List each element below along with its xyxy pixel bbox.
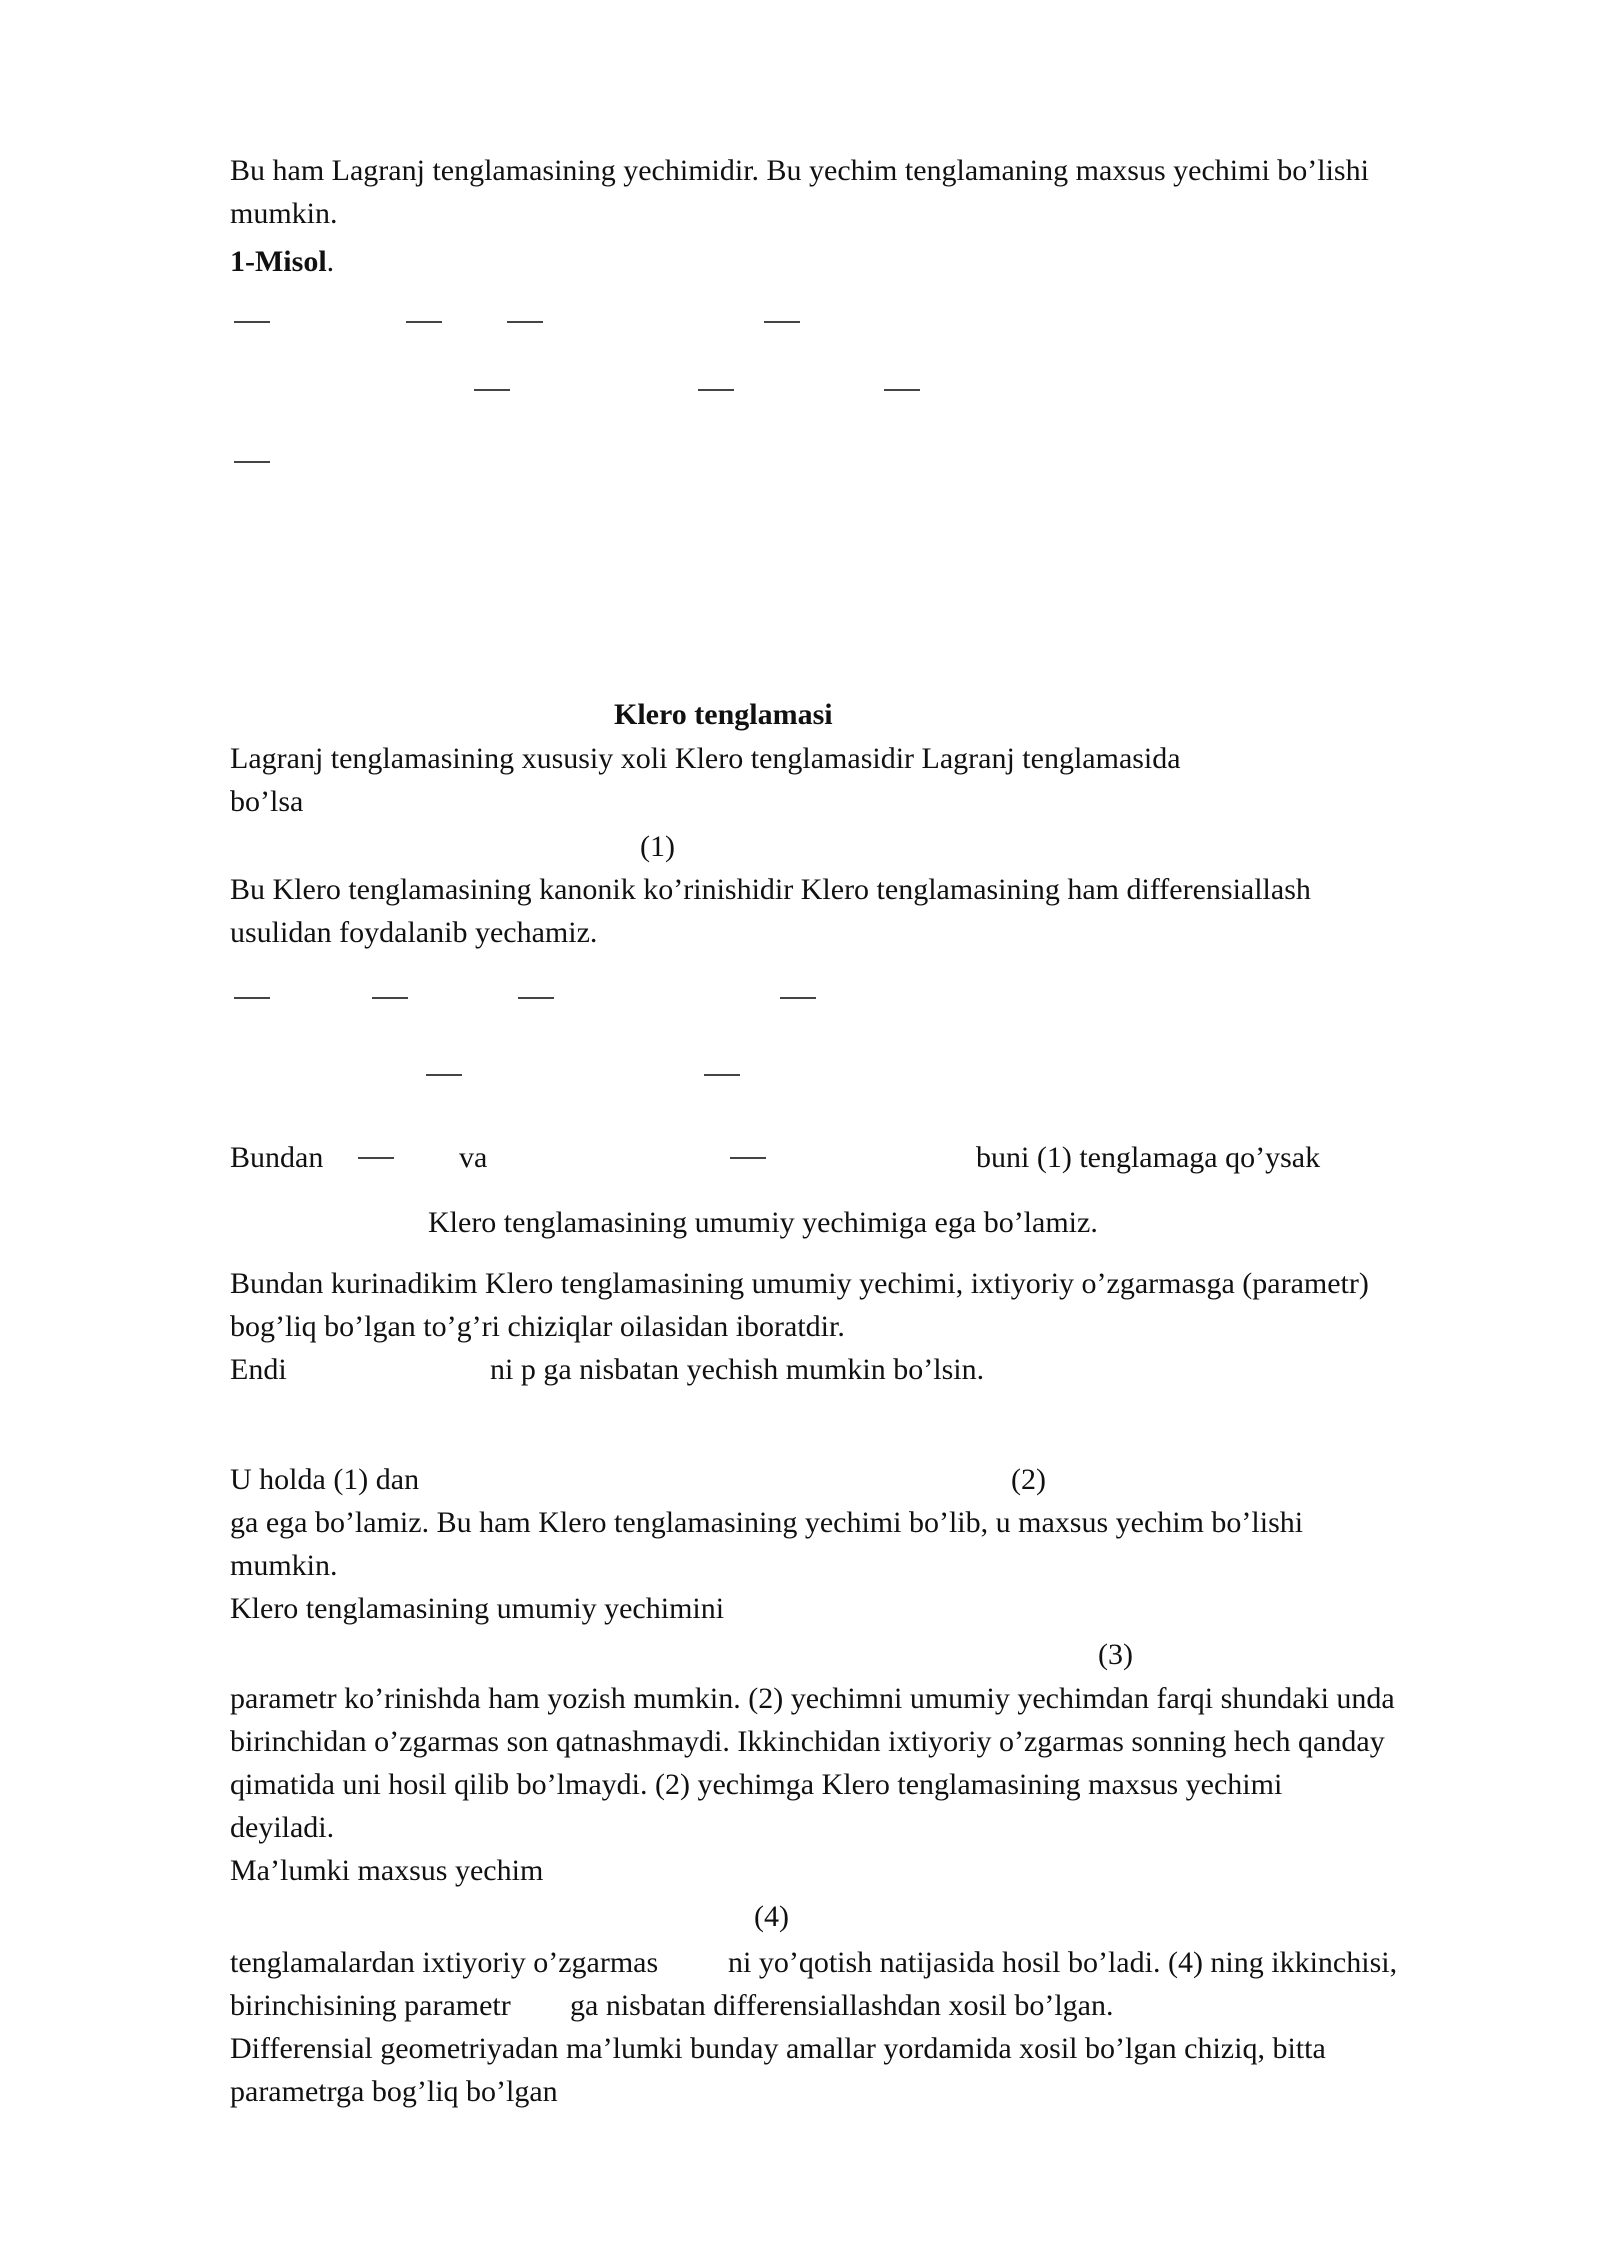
intro-line: mumkin. [230,197,338,230]
example-heading [230,245,334,279]
paragraph-line: birinchidan o’zgarmas son qatnashmaydi. Ikkinchidan ixtiyoriy o’zgarmas sonning hech qanday [230,1725,1385,1758]
paragraph-line: usulidan foydalanib yechamiz. [230,916,598,949]
fraction-bar [358,1157,394,1159]
fraction-bar [234,321,270,323]
paragraph-line: U holda (1) dan [230,1463,420,1496]
fraction-bar [372,997,408,999]
fraction-bar [698,389,734,391]
bundan-label: Bundan [230,1141,324,1174]
fraction-bar [764,321,800,323]
general-solution-text: Klero tenglamasining umumiy yechimiga ega bo’lamiz. [428,1206,1098,1239]
fraction-bar [234,997,270,999]
example-suffix: . [326,245,335,278]
endi-label: Endi [230,1353,287,1386]
paragraph-line: ni yo’qotish natijasida hosil bo’ladi. (4) ning ikkinchisi, [728,1946,1398,1979]
paragraph-line: Bundan kurinadikim Klero tenglamasining umumiy yechimi, ixtiyoriy o’zgarmasga (parametr) [230,1267,1369,1300]
paragraph-line: deyiladi. [230,1811,335,1844]
paragraph-line: bog’liq bo’lgan to’g’ri chiziqlar oilasidan iboratdir. [230,1310,845,1343]
paragraph-line: birinchisining parametr [230,1989,511,2022]
fraction-bar [426,1074,462,1076]
intro-line: Bu ham Lagranj tenglamasining yechimidir. Bu yechim tenglamaning maxsus yechimi bo’lishi [230,154,1369,187]
paragraph-line: tenglamalardan ixtiyoriy o’zgarmas [230,1946,659,1979]
paragraph-line: Klero tenglamasining umumiy yechimini [230,1592,725,1625]
paragraph-line: parametr ko’rinishda ham yozish mumkin. (2) yechimni umumiy yechimdan farqi shundaki unda [230,1682,1395,1715]
paragraph-line: bo’lsa [230,785,304,818]
paragraph-line: Differensial geometriyadan ma’lumki bunday amallar yordamida xosil bo’lgan chiziq, bitta [230,2032,1326,2065]
equation-number: (4) [754,1900,789,1933]
paragraph-line: Ma’lumki maxsus yechim [230,1854,544,1887]
paragraph-line: Lagranj tenglamasining xususiy xoli Klero tenglamasidir Lagranj tenglamasida [230,742,1181,775]
equation-number: (2) [1011,1463,1046,1496]
fraction-bar [780,997,816,999]
va-label: va [459,1141,488,1174]
fraction-bar [234,461,270,463]
fraction-bar [730,1157,766,1159]
paragraph-line: Bu Klero tenglamasining kanonik ko’rinishidir Klero tenglamasining ham differensiallash [230,873,1311,906]
paragraph-line: ni p ga nisbatan yechish mumkin bo’lsin. [490,1353,985,1386]
equation-number: (1) [640,830,675,863]
example-label: 1-Misol [230,245,327,278]
paragraph-line: ga nisbatan differensiallashdan xosil bo’lgan. [570,1989,1114,2022]
paragraph-line: parametrga bog’liq bo’lgan [230,2075,558,2108]
fraction-bar [704,1074,740,1076]
paragraph-line: qimatida uni hosil qilib bo’lmaydi. (2) yechimga Klero tenglamasining maxsus yechimi [230,1768,1283,1801]
fraction-bar [518,997,554,999]
fraction-bar [406,321,442,323]
paragraph-line: mumkin. [230,1549,338,1582]
fraction-bar [507,321,543,323]
fraction-bar [474,389,510,391]
substitute-text: buni (1) tenglamaga qo’ysak [976,1141,1321,1174]
equation-number: (3) [1098,1638,1133,1671]
paragraph-line: ga ega bo’lamiz. Bu ham Klero tenglamasining yechimi bo’lib, u maxsus yechim bo’lishi [230,1506,1304,1539]
fraction-bar [884,389,920,391]
section-title: Klero tenglamasi [614,698,833,731]
